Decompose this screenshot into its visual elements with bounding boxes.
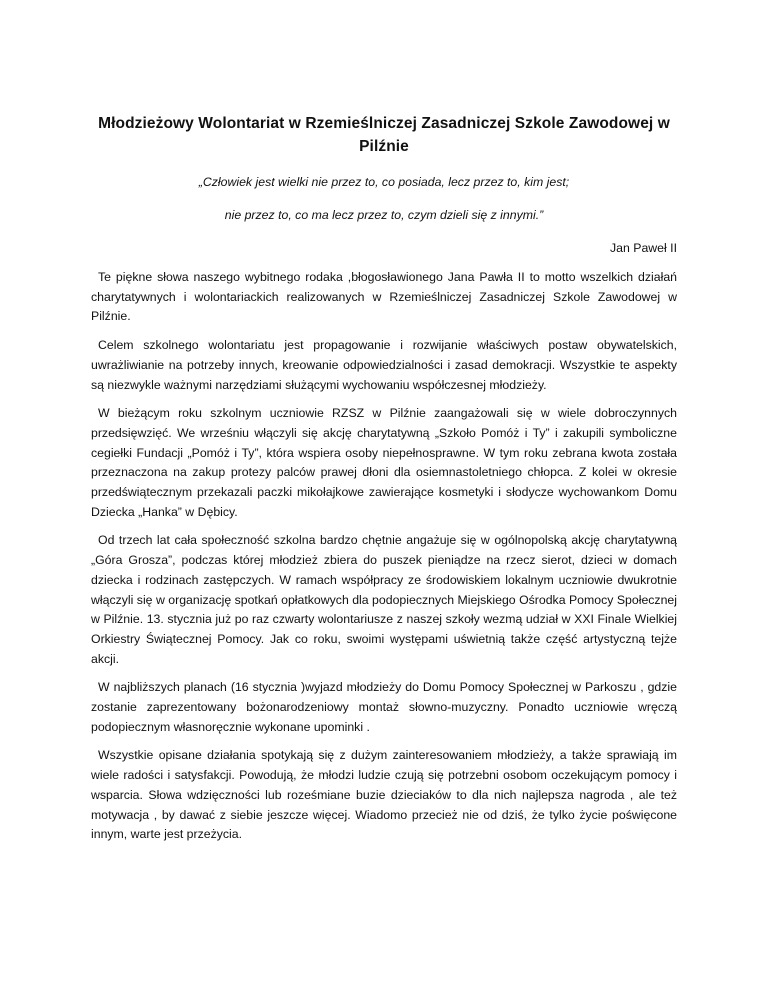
quote-line-2: nie przez to, co ma lecz przez to, czym dzieli się z innymi.” — [224, 208, 544, 222]
paragraph-motto: Te piękne słowa naszego wybitnego rodaka ,błogosławionego Jana Pawła II to motto wszelkich działań charytatywnych i wolontariackich realizowanych w Rzemieślniczej Zasadniczej Szkole Zawodowej w Pilźnie. — [91, 270, 677, 324]
document-title: Młodzieżowy Wolontariat w Rzemieślniczej Zasadniczej Szkole Zawodowej w Pilźnie — [98, 115, 670, 155]
quote-author: Jan Paweł II — [610, 241, 677, 255]
paragraph-gora-grosza: Od trzech lat cała społeczność szkolna bardzo chętnie angażuje się w ogólnopolską akcję charytatywną „Góra Grosza”, podczas której młodzież zbiera do puszek pieniądze na rzecz sierot, dzieci w domach dziecka i rodzinach zastępczych. W ramach współpracy ze środowiskiem lokalnym uczniowie dwukrotnie włączyli się w organizację spotkań opłatkowych dla podopiecznych Miejskiego Ośrodka Pomocy Społecznej w Pilźnie. 13. stycznia już po raz czwarty wolontariusze z naszej szkoły wezmą udział w XXI Finale Wielkiej Orkiestry Świątecznej Pomocy. Jak co roku, swoimi występami uświetnią także część artystyczną tejże akcji. — [91, 533, 677, 666]
document-page — [91, 112, 677, 845]
paragraph-plans: W najbliższych planach (16 stycznia )wyjazd młodzieży do Domu Pomocy Społecznej w Parkoszu , gdzie zostanie zaprezentowany bożonarodzeniowy montaż słowno-muzyczny. Ponadto uczniowie wręczą podopiecznym własnoręcznie wykonane upominki . — [91, 680, 677, 734]
paragraph-conclusion: Wszystkie opisane działania spotykają się z dużym zainteresowaniem młodzieży, a także sprawiają im wiele radości i satysfakcji. Powodują, że młodzi ludzie czują się potrzebni osobom oczekującym pomocy i wsparcia. Słowa wdzięczności lub roześmiane buzie dzieciaków to dla nich najlepsza nagroda , ale też motywacja , by dawać z siebie jeszcze więcej. Wiadomo przecież nie od dziś, że tylko życie poświęcone innym, warte jest przeżycia. — [91, 748, 677, 842]
paragraph-current-year: W bieżącym roku szkolnym uczniowie RZSZ w Pilźnie zaangażowali się w wiele dobroczynnych przedsięwzięć. We wrześniu włączyli się akcję charytatywną „Szkoło Pomóż i Ty” i zakupili symboliczne cegiełki Fundacji „Pomóż i Ty”, która wspiera osoby niepełnosprawne. W tym roku zebrana kwota została przeznaczona na zakup protezy palców prawej dłoni dla osiemnastoletniego chłopca. Z kolei w okresie przedświątecznym przekazali paczki mikołajkowe zawierające kosmetyki i słodycze wychowankom Domu Dziecka „Hanka” w Dębicy. — [91, 406, 677, 519]
quote-line-1: „Człowiek jest wielki nie przez to, co posiada, lecz przez to, kim jest; — [198, 175, 570, 189]
paragraph-goals: Celem szkolnego wolontariatu jest propagowanie i rozwijanie właściwych postaw obywatelskich, uwrażliwianie na potrzeby innych, kreowanie odpowiedzialności i zasad demokracji. Wszystkie te aspekty są niezwykle ważnymi narzędziami służącymi wychowaniu współczesnej młodzieży. — [91, 338, 677, 392]
